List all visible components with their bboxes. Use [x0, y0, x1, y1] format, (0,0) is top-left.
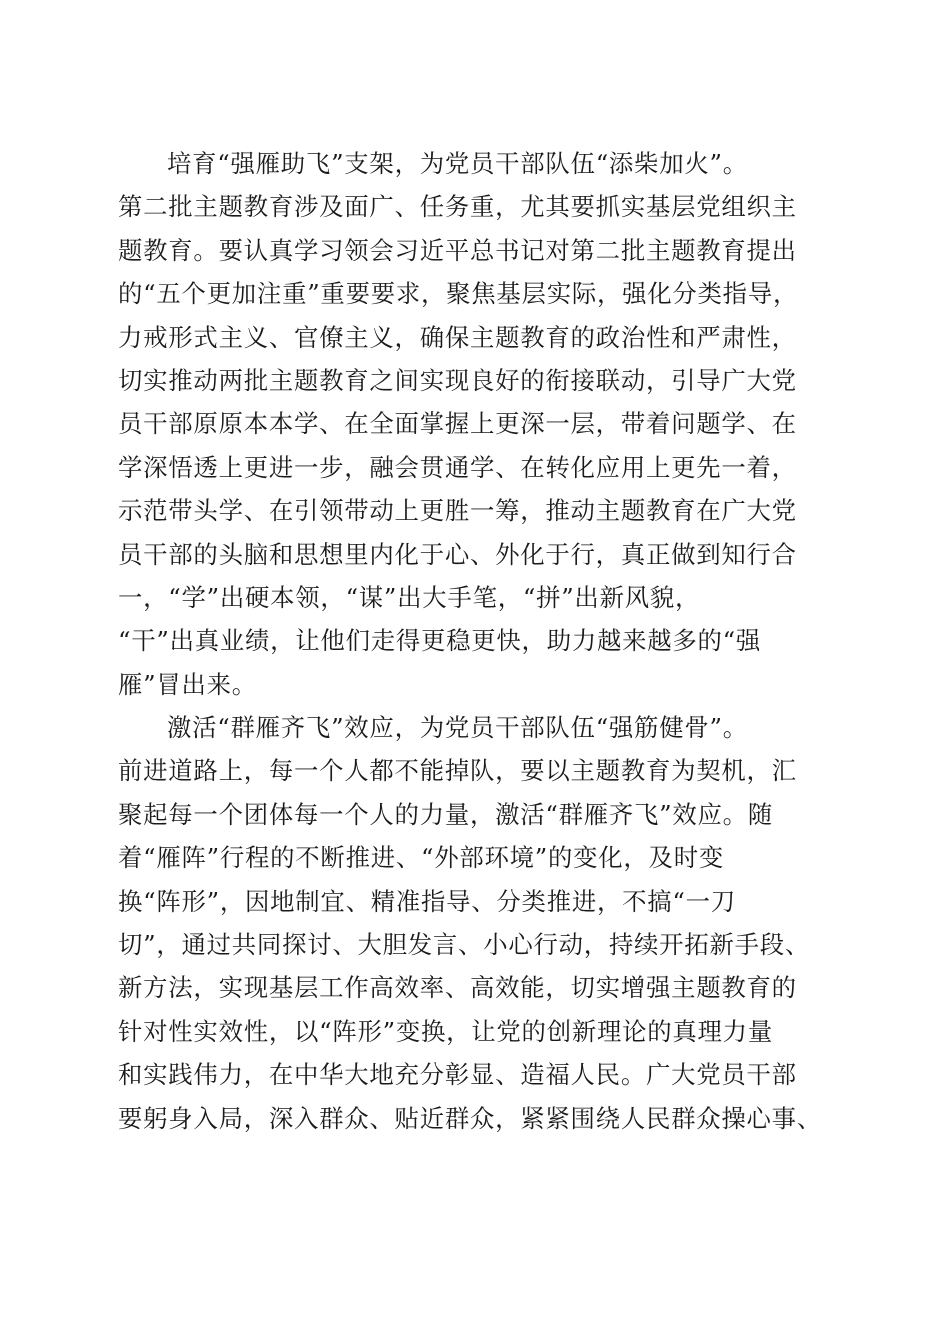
text-line: “干”出真业绩，让他们走得更稳更快，助力越来越多的“强 [118, 626, 762, 656]
text-line: 力戒形式主义、官僚主义，确保主题教育的政治性和严肃性， [118, 322, 797, 352]
text-line: 示范带头学、在引领带动上更胜一筹，推动主题教育在广大党 [118, 496, 797, 526]
text-line: 的“五个更加注重”重要要求，聚焦基层实际，强化分类指导， [118, 279, 799, 309]
text-line: 和实践伟力，在中华大地充分彰显、造福人民。广大党员干部 [118, 1060, 797, 1090]
text-line: 切”，通过共同探讨、大胆发言、小心行动，持续开拓新手段、 [118, 930, 811, 960]
text-line: 要躬身入局，深入群众、贴近群众，紧紧围绕人民群众操心事、 [118, 1103, 822, 1133]
text-line: 聚起每一个团体每一个人的力量，激活“群雁齐飞”效应。随 [118, 799, 773, 829]
text-line: 前进道路上，每一个人都不能掉队，要以主题教育为契机，汇 [118, 756, 797, 786]
text-line: 雁”冒出来。 [118, 669, 257, 699]
text-line: 学深悟透上更进一步，融会贯通学、在转化应用上更先一着， [118, 452, 797, 482]
text-line: 第二批主题教育涉及面广、任务重，尤其要抓实基层党组织主 [118, 192, 797, 222]
text-line: 培育“强雁助飞”支架，为党员干部队伍“添柴加火”。 [167, 149, 748, 178]
text-line: 切实推动两批主题教育之间实现良好的衔接联动，引导广大党 [118, 365, 797, 395]
text-line: 员干部原原本本学、在全面掌握上更深一层，带着问题学、在 [118, 409, 797, 439]
text-line: 员干部的头脑和思想里内化于心、外化于行，真正做到知行合 [118, 539, 797, 569]
text-line: 针对性实效性，以“阵形”变换，让党的创新理论的真理力量 [118, 1016, 773, 1046]
text-line: 着“雁阵”行程的不断推进、“外部环境”的变化，及时变 [118, 843, 724, 873]
text-line: 一，“学”出硬本领，“谋”出大手笔，“拼”出新风貌， [118, 582, 701, 612]
text-line: 题教育。要认真学习领会习近平总书记对第二批主题教育提出 [118, 235, 797, 265]
body-text [118, 142, 838, 1140]
text-line: 换“阵形”，因地制宜、精准指导、分类推进，不搞“一刀 [118, 886, 736, 916]
text-line: 新方法，实现基层工作高效率、高效能，切实增强主题教育的 [118, 973, 797, 1003]
text-line: 激活“群雁齐飞”效应，为党员干部队伍“强筋健骨”。 [167, 713, 748, 743]
